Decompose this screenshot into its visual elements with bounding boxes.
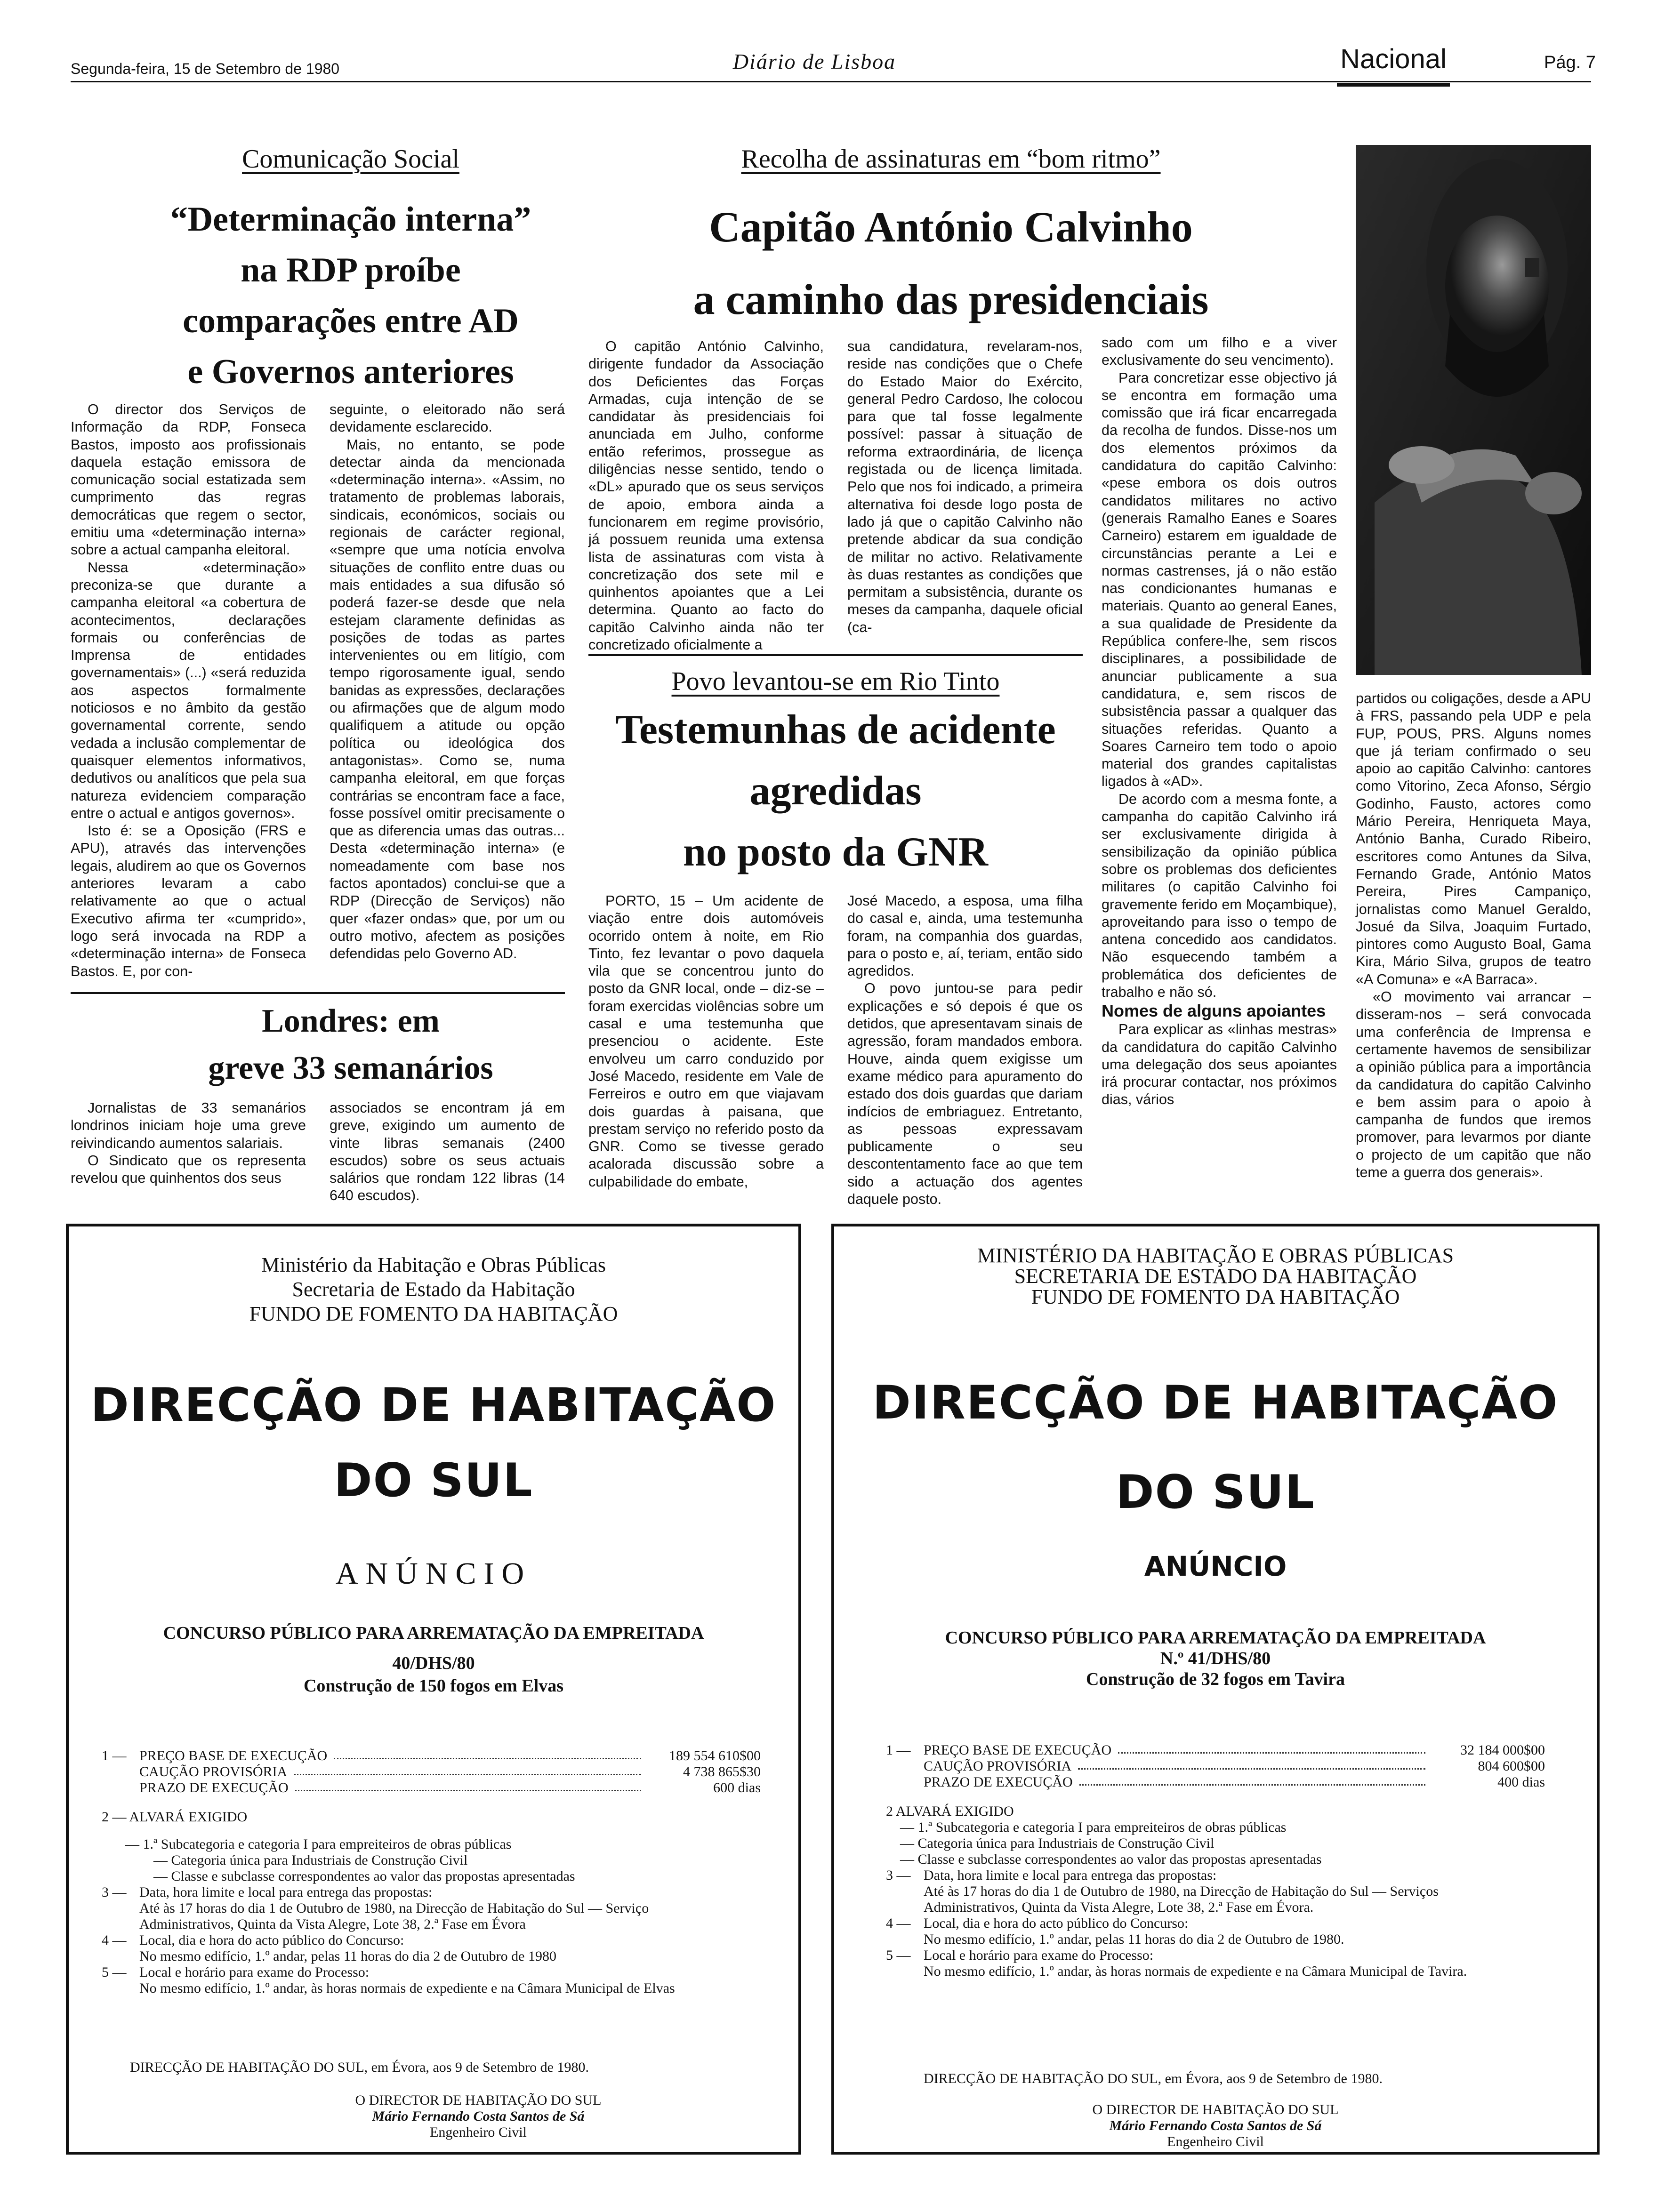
ad-ministry-line: FUNDO DE FOMENTO DA HABITAÇÃO (249, 1302, 618, 1325)
calvinho-headline-line: Capitão António Calvinho (709, 203, 1193, 251)
item-line: Local e horário para exame do Processo: (139, 1964, 370, 1980)
price-row (139, 1764, 761, 1780)
londres-headline-line: greve 33 semanários (208, 1050, 493, 1086)
ad-ministry-line: Secretaria de Estado da Habitação (292, 1278, 575, 1301)
price-label: PREÇO BASE DE EXECUÇÃO (924, 1742, 1112, 1758)
ad-concurso (834, 1627, 1597, 1690)
signer-role: Engenheiro Civil (430, 2124, 527, 2140)
price-value: 804 600$00 (1478, 1758, 1545, 1774)
item-line: Local, dia e hora do acto público do Concurso: (139, 1932, 404, 1948)
londres-column-1 (71, 1099, 306, 1187)
ad-title (69, 1368, 798, 1518)
gnr-headline-line: agredidas (749, 768, 922, 814)
paragraph: O capitão António Calvinho, dirigente fundador da Associação dos Deficientes das Forças Armadas, cuja intenção de se candidatar às presidenciais foi anunciada em Julho, conforme então referimos, prossegue as diligências nesse sentido, tendo o «DL» apurado que os seus serviços de apoio, embora ainda a funcionarem em regime provisório, já possuem reunida uma extensa lista de assinaturas com vista à concretização dos sete mil e quinhentos apoiantes que a Lei determina. Quanto ao facto do capitão Calvinho ainda não ter concretizado oficialmente a (588, 338, 824, 653)
item-line: Local, dia e hora do acto público do Concurso: (924, 1915, 1189, 1931)
item-number: 5 — (102, 1964, 127, 1980)
item-line: Até às 17 horas do dia 1 de Outubro de 1980, na Direcção de Habitação do Sul — Serviço (139, 1900, 649, 1916)
ad-anuncio: ANÚNCIO (335, 1556, 532, 1591)
page-number: Pág. 7 (1544, 53, 1596, 72)
price-label: CAUÇÃO PROVISÓRIA (139, 1764, 288, 1779)
section-label: Nacional (1340, 44, 1447, 74)
calvinho-photo (1356, 145, 1591, 675)
alvara-heading: 2 ALVARÁ EXIGIDO (886, 1803, 1014, 1819)
ad-title-line: DO SUL (1116, 1466, 1315, 1519)
item-line: Administrativos, Quinta da Vista Alegre, Lote 38, 2.ª Fase em Évora. (924, 1899, 1314, 1915)
header-rule (71, 81, 1591, 82)
ad-items (886, 1742, 1545, 1980)
masthead: Diário de Lisboa (732, 49, 896, 73)
item-line: No mesmo edifício, 1.º andar, às horas normais de expediente e na Câmara Municipal de Elvas (139, 1980, 675, 1996)
gnr-column-2 (847, 892, 1083, 1208)
item-number: 4 — (886, 1915, 911, 1931)
price-label: PRAZO DE EXECUÇÃO (139, 1780, 289, 1795)
londres-headline (71, 998, 631, 1092)
calvinho-subhead: Nomes de alguns apoiantes (1102, 1001, 1326, 1021)
price-row (924, 1758, 1545, 1774)
calvinho-cols-rule (588, 654, 1083, 656)
item-number: 3 — (886, 1867, 911, 1883)
item-line: Até às 17 horas do dia 1 de Outubro de 1980, na Direcção de Habitação do Sul — Serviços (924, 1883, 1439, 1899)
ad-dateline: DIRECÇÃO DE HABITAÇÃO DO SUL, em Évora, aos 9 de Setembro de 1980. (924, 2071, 1383, 2086)
rdp-column-1 (71, 401, 306, 980)
price-value: 189 554 610$00 (669, 1748, 761, 1763)
ad-anuncio: ANÚNCIO (1144, 1550, 1287, 1582)
item-line: Local e horário para exame do Processo: (924, 1948, 1154, 1963)
paragraph: Nessa «determinação» preconiza-se que durante a campanha eleitoral «a cobertura de acontecimentos, declarações formais ou conferências de Imprensa de entidades governamentais» (...) «será reduzida aos aspectos formalmente noticiosos e no âmbito da gestão governamental corrente, sendo vedada a inclusão complementar de quaisquer elementos informativos, dedutivos ou analíticos que pela sua natureza evidenciem comparação entre o actual e antigos governos». (71, 559, 306, 821)
price-row (139, 1748, 761, 1764)
gnr-column-1 (588, 892, 824, 1191)
rdp-headline-line: na RDP proíbe (241, 251, 461, 289)
paragraph: sado com um filho e a viver exclusivamente do seu vencimento). (1102, 335, 1337, 369)
signer-title: O DIRECTOR DE HABITAÇÃO DO SUL (355, 2092, 602, 2108)
ad-title-line: DIRECÇÃO DE HABITAÇÃO (872, 1376, 1559, 1430)
signer-name: Mário Fernando Costa Santos de Sá (1109, 2118, 1322, 2133)
ad-title-line: DO SUL (334, 1454, 533, 1507)
ad-ministry-line: MINISTÉRIO DA HABITAÇÃO E OBRAS PÚBLICAS (977, 1244, 1454, 1267)
paragraph: De acordo com a mesma fonte, a campanha do capitão Calvinho irá ser exclusivamente dirigida à sensibilização da opinião pública sobre os problemas dos deficientes militares (o capitão Calvinho foi gravemente ferido em Moçambique), aproveitando para isso o tempo de antena concedido aos candidatos. Não esquecendo também a problemática dos deficientes de trabalho e não só. (1102, 791, 1337, 1000)
item-line: No mesmo edifício, 1.º andar, pelas 11 horas do dia 2 de Outubro de 1980. (924, 1931, 1344, 1947)
rdp-column-2 (330, 401, 565, 963)
item-number: 5 — (886, 1948, 911, 1963)
londres-column-2 (330, 1099, 565, 1205)
item-number: 1 — (102, 1748, 127, 1763)
price-value: 600 dias (713, 1780, 761, 1795)
signer-title: O DIRECTOR DE HABITAÇÃO DO SUL (1092, 2102, 1339, 2117)
calvinho-headline (588, 191, 1313, 336)
ad-signature (1051, 2102, 1380, 2150)
alvara-line: — 1.ª Subcategoria e categoria I para empreiteiros de obras públicas (125, 1836, 512, 1852)
paragraph: Para explicar as «linhas mestras» da candidatura do capitão Calvinho uma delegação dos seus apoiantes irá procurar contactar, nos próximos dias, vários (1102, 1021, 1337, 1108)
rdp-headline-line: comparações entre AD (183, 302, 519, 340)
price-label: PREÇO BASE DE EXECUÇÃO (139, 1748, 328, 1763)
ad-dateline: DIRECÇÃO DE HABITAÇÃO DO SUL, em Évora, aos 9 de Setembro de 1980. (130, 2060, 589, 2075)
item-line: No mesmo edifício, 1.º andar, às horas normais de expediente e na Câmara Municipal de Tavira. (924, 1964, 1467, 1979)
ad-concurso (69, 1622, 798, 1697)
alvara-line: — Categoria única para Industriais de Construção Civil (900, 1835, 1215, 1851)
paragraph: Isto é: se a Oposição (FRS e APU), através das intervenções legais, aludirem ao que os Governos anteriores levaram a cabo relativamente ao que o actual Executivo afirma ter «cumprido», logo será invocada na RDP a «determinação interna» de Fonseca Bastos. E, por con- (71, 823, 306, 979)
alvara-line: — 1.ª Subcategoria e categoria I para empreiteiros de obras públicas (900, 1819, 1287, 1835)
item-line: No mesmo edifício, 1.º andar, pelas 11 horas do dia 2 de Outubro de 1980 (139, 1948, 556, 1964)
gnr-headline-line: Testemunhas de acidente (615, 707, 1056, 753)
ad-ministry (834, 1245, 1597, 1307)
londres-headline-line: Londres: em (262, 1003, 440, 1039)
paragraph: Para concretizar esse objectivo já se encontra em formação uma comissão que irá ficar encarregada da recolha de fundos. Disse-nos um dos elementos próximos da candidatura do capitão Calvinho: «pese embora os dois outros candidatos militares no activo (generais Ramalho Eanes e Soares Carneiro) estarem em igualdade de circunstâncias perante a Lei e normas castrenses, já o não estão nas condicionantes humanas e materiais. Quanto ao general Eanes, a sua qualidade de Presidente da República confere-lhe, sem riscos disciplinares, a possibilidade de anunciar publicamente a sua candidatura, e, sem riscos de subsistência passar a qualquer das situações referidas. Quanto a Soares Carneiro tem todo o apoio material dos grandes capitalistas ligados à «AD». (1102, 369, 1337, 790)
rdp-headline-line: e Governos anteriores (187, 353, 514, 391)
paragraph: José Macedo, a esposa, uma filha do casal e, ainda, uma testemunha foram, na companhia dos guardas, para o posto e, aí, teriam, então sido agredidos. (847, 893, 1083, 979)
paragraph: seguinte, o eleitorado não será devidamente esclarecido. (330, 401, 565, 435)
item-line: Data, hora limite e local para entrega das propostas: (924, 1867, 1217, 1883)
price-row (924, 1774, 1545, 1790)
paragraph: PORTO, 15 – Um acidente de viação entre dois automóveis ocorrido ontem à noite, em Rio Tinto, fez levantar o povo daquela vila que se concentrou junto do posto da GNR local, onde – diz-se – foram exercidas violências sobre um casal e uma testemunha que presenciou o acidente. Este envolveu um carro conduzido por José Macedo, residente em Vale de Ferreiros e outro em que viajavam dois guardas à paisana, que prestam serviço no referido posto da GNR. Como se tivesse gerado acalorada discussão sobre a culpabilidade do embate, (588, 893, 824, 1190)
paragraph: partidos ou coligações, desde a APU à FRS, passando pela UDP e pela FUP, POUS, PRS. Alguns nomes que já teriam confirmado o seu apoio ao capitão Calvinho: cantores como Vitorino, Zeca Afonso, Sérgio Godinho, Fausto, actores como Mário Pereira, Henriqueta Maya, António Banha, Curado Ribeiro, escritores como Antunes da Silva, Fernando Grade, António Matos Pereira, Pires Campaniço, jornalistas como Manuel Geraldo, Josué da Silva, Joaquim Furtado, pintores como Augusto Boal, Gama Kira, Mário Silva, grupos de teatro «A Comuna» e «A Barraca». (1356, 690, 1591, 987)
ad-ministry-line: Ministério da Habitação e Obras Públicas (261, 1253, 606, 1276)
paragraph: O director dos Serviços de Informação da RDP, Fonseca Bastos, imposto aos profissionais daquela estação emissora de comunicação social estatizada sem cumprimento das regras democráticas que regem o sector, emitiu uma «determinação interna» sobre a actual campanha eleitoral. (71, 401, 306, 558)
ad-tavira (831, 1224, 1600, 2155)
ad-concurso-line: CONCURSO PÚBLICO PARA ARREMATAÇÃO DA EMPREITADA (945, 1628, 1486, 1648)
ad-ministry-line: SECRETARIA DE ESTADO DA HABITAÇÃO (1014, 1265, 1417, 1288)
item-line: Data, hora limite e local para entrega das propostas: (139, 1884, 433, 1900)
calvinho-column-1 (588, 338, 824, 654)
ad-concurso-line: CONCURSO PÚBLICO PARA ARREMATAÇÃO DA EMPREITADA (163, 1623, 704, 1643)
ad-title-line: DIRECÇÃO DE HABITAÇÃO (90, 1378, 777, 1432)
paragraph: Mais, no entanto, se pode detectar ainda da mencionada «determinação interna». «Assim, no tratamento de problemas laborais, sindicais, económicos, sociais ou regionais de carácter regional, «sempre que uma notícia envolva situações de conflito entre duas ou mais entidades a sua difusão só poderá fazer-se desde que nela estejam claramente definidas as posições de todas as partes intervenientes ou em litígio, com tempo rigorosamente igual, sendo banidas as expressões, declarações ou afirmações que de algum modo qualifiquem a atitude ou opção política ou ideológica dos antagonistas». Como se, numa campanha eleitoral, em que forças contrárias se encontram face a face, fosse possível omitir precisamente o que as diferencia umas das outras... Desta «determinação interna» (e nomeadamente com base nos factos apontados) conclui-se que a RDP (Direcção de Serviços) não quer «fazer ondas» que, por um ou outro motivo, afectem as posições defendidas pelo Governo AD. (330, 436, 565, 962)
signer-role: Engenheiro Civil (1167, 2134, 1264, 2149)
ad-items (102, 1748, 761, 1996)
paragraph: associados se encontram já em greve, exigindo um aumento de vinte libras semanais (2400 escudos) sobre os seus actuais salários que rondam 122 libras (14 640 escudos). (330, 1100, 565, 1204)
header-date: Segunda-feira, 15 de Setembro de 1980 (71, 60, 340, 77)
ad-obra: Construção de 150 fogos em Elvas (303, 1676, 564, 1696)
ad-ministry-line: FUNDO DE FOMENTO DA HABITAÇÃO (1031, 1285, 1400, 1308)
rdp-kicker: Comunicação Social (242, 144, 459, 174)
alvara-line: — Classe e subclasse correspondentes ao valor das propostas apresentadas (153, 1868, 575, 1884)
ad-signature (314, 2092, 643, 2140)
rdp-bottom-rule (71, 992, 565, 994)
rdp-headline (71, 194, 631, 397)
price-row (924, 1742, 1545, 1758)
price-value: 400 dias (1497, 1774, 1545, 1790)
price-label: PRAZO DE EXECUÇÃO (924, 1774, 1073, 1790)
alvara-line: — Categoria única para Industriais de Construção Civil (153, 1852, 468, 1868)
ad-title (834, 1358, 1597, 1537)
ad-elvas (66, 1224, 801, 2155)
paragraph: O povo juntou-se para pedir explicações e só depois é que os detidos, que apresentavam sinais de agressão, foram mandados embora. Houve, ainda quem exigisse um exame médico para apuramento do estado dos dois guardas que dariam indícios de embriaguez. Entretanto, as pessoas expressavam publicamente o seu descontentamento face ao que tem sido a actuação dos agentes daquele posto. (847, 980, 1083, 1208)
calvinho-column-2 (847, 338, 1083, 636)
item-number: 1 — (886, 1742, 911, 1758)
price-label: CAUÇÃO PROVISÓRIA (924, 1758, 1072, 1774)
ad-ministry (69, 1253, 798, 1326)
ad-obra: Construção de 32 fogos em Tavira (1086, 1669, 1345, 1689)
price-row (139, 1780, 761, 1796)
calvinho-column-4 (1356, 690, 1591, 1181)
calvinho-headline-line: a caminho das presidenciais (693, 275, 1209, 323)
ad-numero: 40/DHS/80 (392, 1653, 475, 1673)
calvinho-kicker: Recolha de assinaturas em “bom ritmo” (741, 144, 1161, 174)
paragraph: Jornalistas de 33 semanários londrinos iniciam hoje uma greve reivindicando aumentos salariais. (71, 1100, 306, 1151)
rdp-headline-line: “Determinação interna” (170, 200, 531, 239)
item-line: Administrativos, Quinta da Vista Alegre, Lote 38, 2.ª Fase em Évora (139, 1916, 526, 1932)
price-value: 4 738 865$30 (683, 1764, 761, 1779)
paragraph: «O movimento vai arrancar – disseram-nos – será convocada uma conferência de Imprensa e certamente havemos de sensibilizar a opinião pública para a importância da candidatura do capitão Calvinho e bem assim para o apoio à campanha de fundos que iremos promover, para levarmos por diante o projecto de um capitão que não teme a guerra dos generais». (1356, 989, 1591, 1181)
ad-numero: N.º 41/DHS/80 (1160, 1649, 1271, 1668)
alvara-heading: 2 — ALVARÁ EXIGIDO (102, 1809, 248, 1825)
section-underline (1337, 83, 1450, 87)
signer-name: Mário Fernando Costa Santos de Sá (372, 2108, 585, 2124)
item-number: 4 — (102, 1932, 127, 1948)
gnr-headline (565, 699, 1106, 883)
paragraph: sua candidatura, revelaram-nos, reside nas condições que o Chefe do Estado Maior do Exército, general Pedro Cardoso, lhe colocou para que tal fosse legalmente possível: passar à situação de reforma extraordinária, de licença registada ou de licença limitada. Pelo que nos foi indicado, a primeira alternativa foi desde logo posta de lado já que o capitão Calvinho não pretende abdicar da sua condição de militar no activo. Relativamente às duas restantes as condições que permitam a subsistência, durante os meses da campanha, daquele oficial (ca- (847, 338, 1083, 635)
calvinho-column-3 (1102, 334, 1337, 1109)
paragraph: O Sindicato que os representa revelou que quinhentos dos seus (71, 1152, 306, 1186)
gnr-headline-line: no posto da GNR (683, 829, 988, 875)
portrait-image (1356, 145, 1591, 675)
price-value: 32 184 000$00 (1460, 1742, 1545, 1758)
gnr-kicker: Povo levantou-se em Rio Tinto (671, 667, 1000, 696)
item-number: 3 — (102, 1884, 127, 1900)
alvara-line: — Classe e subclasse correspondentes ao valor das propostas apresentadas (900, 1851, 1322, 1867)
